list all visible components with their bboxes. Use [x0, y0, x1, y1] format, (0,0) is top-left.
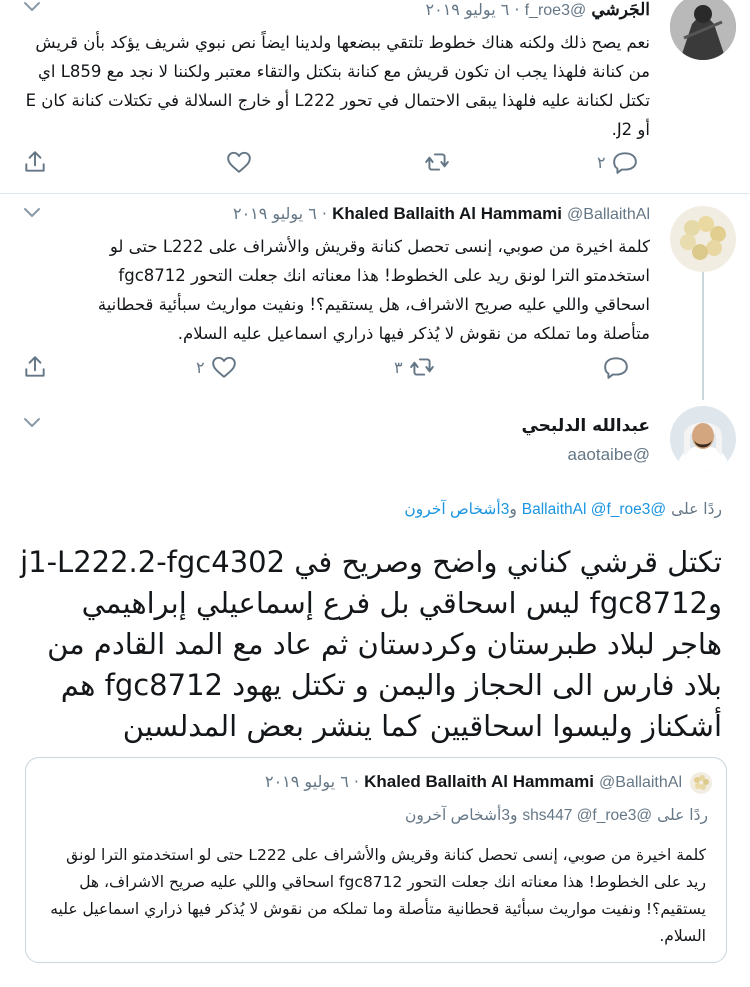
avatar-image [670, 406, 736, 472]
separator-dot: · [353, 772, 359, 791]
avatar[interactable] [670, 0, 736, 60]
retweet-button[interactable] [394, 352, 435, 382]
tweet-header [426, 0, 651, 20]
share-button[interactable] [22, 352, 48, 382]
chevron-down-icon[interactable] [22, 206, 42, 220]
tweet-text: نعم يصح ذلك ولكنه هناك خطوط تلتقي ببضعها ولدينا ايضاً نص نبوي شريف يؤكد بأن قريش من كنانة فلهذا يجب ان تكون قريش مع كنانة بتكتل والتقاء معتبر ولكننا لا نجد مع L859 اي تكتل لكنانة عليه فلهذا يبقى الاحتمال في تحور L222 أو خارج السلالة في تكتلات كنانة كان E أو J2. [25, 33, 650, 139]
quoted-tweet-header [265, 772, 682, 792]
replying-prefix: ردًا على [657, 806, 708, 824]
replying-and: و [509, 806, 518, 824]
quoted-tweet-text: كلمة اخيرة من صوبي، إنسى تحصل كنانة وقريش والأشراف على L222 حتى لو استخدمتو الترا لونق ريد على الخطوط! هذا معناته انك جعلت التحور fgc8712 اسحاقي واللي عليه صريح الاشراف، هل يستقيم؟! ونفيت مواريث سبأئية قحطانية متأصلة وما تملكه من نقوش لا يُذكر فيها ذراري اسماعيل عليه السلام. [50, 846, 706, 945]
replying-to [405, 806, 708, 825]
quoted-tweet-card[interactable] [25, 757, 727, 963]
user-handle[interactable]: @f_roe3 [524, 2, 587, 19]
user-handle[interactable]: @aaotaibe [567, 445, 650, 464]
avatar-image [690, 772, 712, 794]
avatar[interactable] [670, 206, 736, 272]
share-button[interactable] [22, 147, 48, 177]
main-tweet-text: تكتل قرشي كناني واضح وصريح في j1-L222.2-fgc4302 وfgc8712 ليس اسحاقي بل فرع إسماعيلي إبراهيمي هاجر لبلاد طبرستان وكردستان ثم عاد مع المد القادم من بلاد فارس الى الحجاز واليمن و تكتل يهود fgc8712 هم أشكناز وليسوا اسحاقيين كما ينشر بعض المدلسين [20, 545, 722, 743]
avatar[interactable] [690, 772, 712, 794]
heart-icon [211, 354, 237, 380]
tweet-actions [0, 352, 750, 382]
retweet-count: ٣ [394, 357, 403, 377]
share-icon [22, 354, 48, 380]
reply-button[interactable] [597, 147, 638, 177]
share-icon [22, 149, 48, 175]
tweet-actions [0, 147, 750, 177]
user-name[interactable]: الجَرشي [591, 0, 650, 19]
avatar-image [670, 206, 736, 272]
like-button[interactable] [196, 352, 237, 382]
main-tweet-handle [568, 445, 651, 465]
user-handle: @BallaithAl [599, 774, 682, 791]
reply-count: ٢ [597, 152, 606, 172]
reply-button[interactable] [597, 352, 629, 382]
tweet-header [233, 204, 650, 224]
main-tweet-name [521, 416, 650, 436]
reply-icon [612, 149, 638, 175]
tweet-date: ٦ يوليو ٢٠١٩ [264, 772, 349, 791]
replying-others[interactable]: 3أشخاص آخرون [404, 501, 510, 518]
chevron-down-icon[interactable] [22, 0, 42, 14]
separator-dot: · [321, 204, 327, 223]
chevron-down-icon[interactable] [22, 416, 42, 430]
user-name[interactable]: عبدالله الدلبحي [521, 416, 650, 436]
tweet-text: كلمة اخيرة من صوبي، إنسى تحصل كنانة وقريش والأشراف على L222 حتى لو استخدمتو الترا لونق ريد على الخطوط! هذا معناته انك جعلت التحور fgc8712 اسحاقي واللي عليه صريح الاشراف، هل يستقيم؟! ونفيت مواريث سبأئية قحطانية متأصلة وما تملكه من نقوش لا يُذكر فيها ذراري اسماعيل عليه السلام. [97, 237, 650, 343]
separator-dot: · [514, 0, 520, 19]
avatar-image [670, 0, 736, 60]
like-count: ٢ [196, 357, 205, 377]
retweet-button[interactable] [418, 147, 450, 177]
like-button[interactable] [220, 147, 252, 177]
replying-prefix: ردًا على [671, 500, 722, 518]
user-handle[interactable]: @BallaithAl [567, 206, 650, 223]
retweet-icon [424, 149, 450, 175]
replying-others: 3أشخاص آخرون [404, 807, 510, 824]
reply-icon [603, 354, 629, 380]
user-name[interactable]: Khaled Ballaith Al Hammami [332, 204, 562, 223]
heart-icon [226, 149, 252, 175]
tweet-date[interactable]: ٦ يوليو ٢٠١٩ [425, 0, 510, 19]
user-name: Khaled Ballaith Al Hammami [364, 772, 594, 791]
replying-and: و [509, 500, 517, 518]
replying-users[interactable]: @BallaithAl @f_roe3 [521, 501, 667, 518]
avatar[interactable] [670, 406, 736, 472]
replying-to [404, 500, 722, 519]
retweet-icon [409, 354, 435, 380]
replying-users: @shs447 @f_roe3 [522, 807, 653, 824]
tweet-date[interactable]: ٦ يوليو ٢٠١٩ [232, 204, 317, 223]
